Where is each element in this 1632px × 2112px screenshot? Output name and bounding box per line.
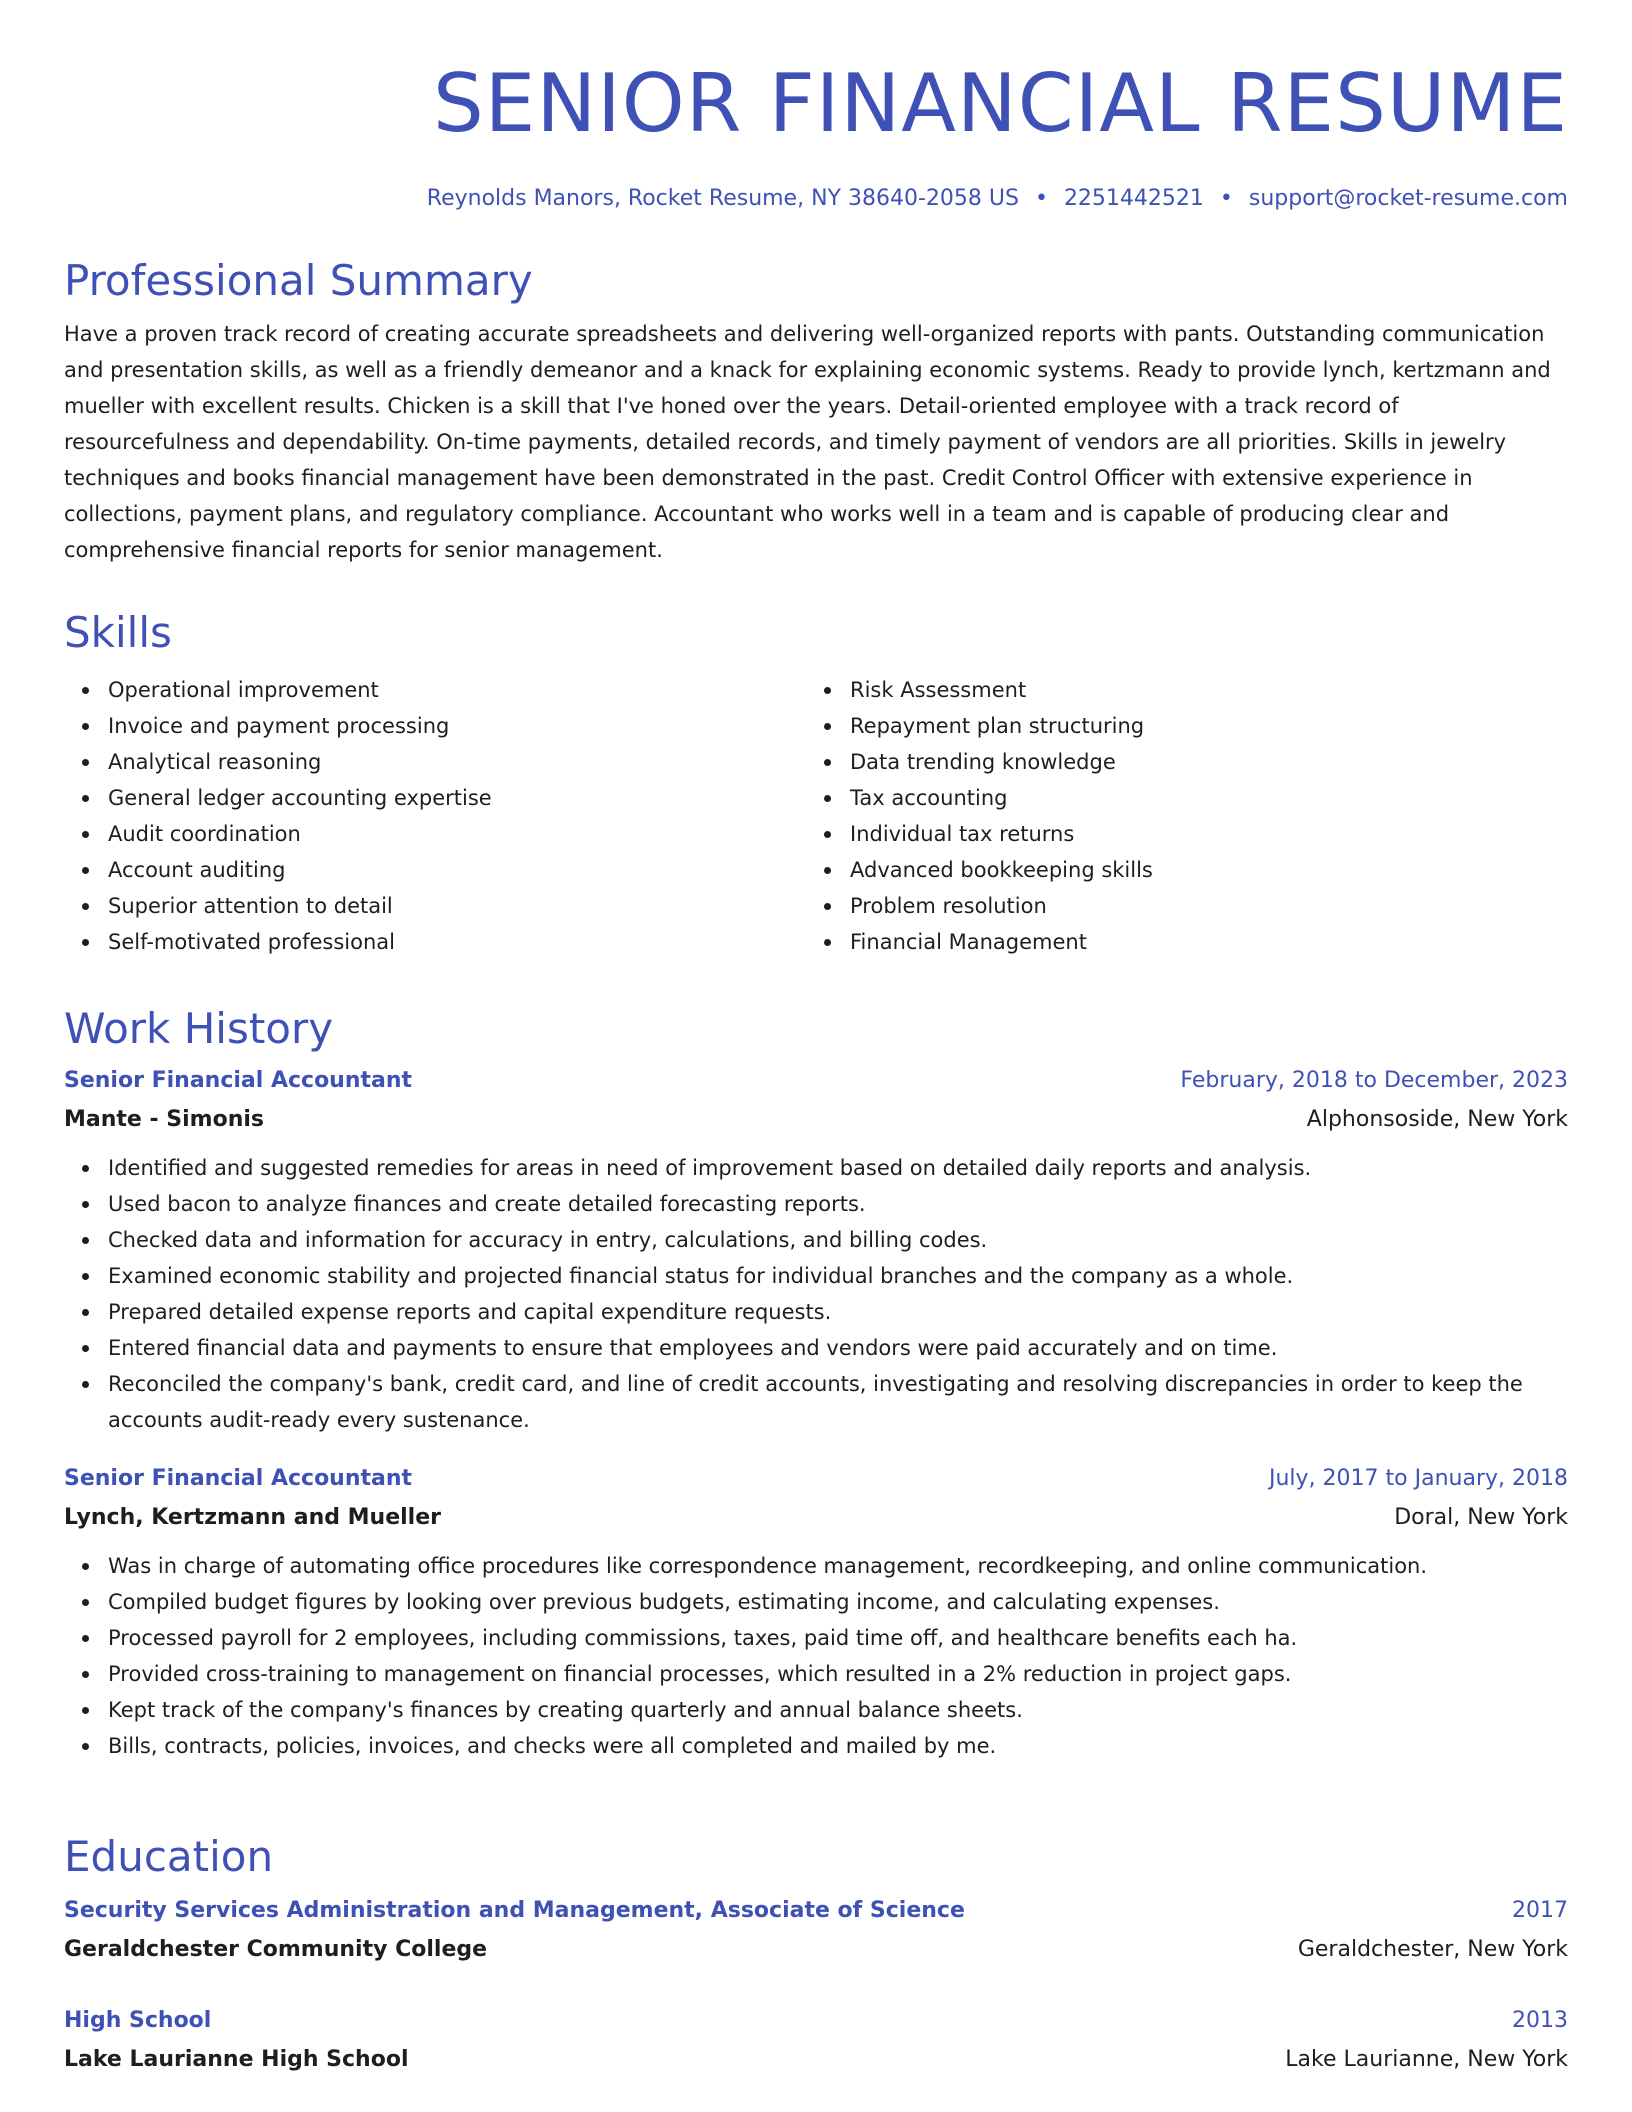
section-heading-summary: Professional Summary [64,256,533,305]
resume-title: SENIOR FINANCIAL RESUME [433,57,1568,150]
skill-item: Individual tax returns [850,816,1548,852]
job-title: Senior Financial Accountant [64,1466,413,1491]
skill-item: Advanced bookkeeping skills [850,852,1548,888]
job-bullet: Bills, contracts, policies, invoices, and checks were all completed and mailed by me. [108,1728,1568,1764]
job-bullet: Prepared detailed expense reports and capital expenditure requests. [108,1294,1568,1330]
skills-list-right [806,672,1548,960]
section-heading-work: Work History [64,1004,334,1053]
job-dates: February, 2018 to December, 2023 [1180,1068,1568,1093]
summary-text: Have a proven track record of creating accurate spreadsheets and delivering well-organized reports with pants. Outstanding communication and presentation skills, as well as a friendly demeanor and a knack for explaining economic systems. Ready to provide lynch, kertzmann and mueller with excellent results. Chicken is a skill that I've honed over the years. Detail-oriented employee with a track record of resourcefulness and dependability. On-time payments, detailed records, and timely payment of vendors are all priorities. Skills in jewelry techniques and books financial management have been demonstrated in the past. Credit Control Officer with extensive experience in collections, payment plans, and regulatory compliance. Accountant who works well in a team and is capable of producing clear and comprehensive financial reports for senior management. [64,322,1551,562]
work-section [64,1004,1568,1764]
skill-item: Repayment plan structuring [850,708,1548,744]
job-bullet: Entered financial data and payments to ensure that employees and vendors were paid accurately and on time. [108,1330,1568,1366]
skill-item: Account auditing [108,852,806,888]
skill-item: Self-motivated professional [108,924,806,960]
job-bullets [64,1548,1568,1764]
school-location: Geraldchester, New York [1297,1937,1568,1962]
education-section [64,1832,1568,2080]
degree: Security Services Administration and Management, Associate of Science [64,1898,965,1923]
skill-item: Invoice and payment processing [108,708,806,744]
job-bullet: Checked data and information for accuracy in entry, calculations, and billing codes. [108,1222,1568,1258]
skills-section [64,608,1568,960]
skill-item: Risk Assessment [850,672,1548,708]
skill-item: Tax accounting [850,780,1548,816]
skill-item: Data trending knowledge [850,744,1548,780]
graduation-year: 2013 [1512,2008,1568,2033]
contact-line [64,184,1568,214]
job-bullet: Processed payroll for 2 employees, including commissions, taxes, paid time off, and healthcare benefits each ha. [108,1620,1568,1656]
summary-section [64,256,1568,568]
education-entry [64,1892,1568,1970]
job-bullet: Used bacon to analyze finances and create detailed forecasting reports. [108,1186,1568,1222]
job-bullet: Identified and suggested remedies for areas in need of improvement based on detailed daily reports and analysis. [108,1150,1568,1186]
job-title: Senior Financial Accountant [64,1068,413,1093]
skill-item: Analytical reasoning [108,744,806,780]
skills-columns [64,672,1568,960]
school-name: Geraldchester Community College [64,1937,488,1962]
phone: 2251442521 [1063,186,1204,211]
skill-item: Superior attention to detail [108,888,806,924]
address: Reynolds Manors, Rocket Resume, NY 38640-2058 US [426,186,1019,211]
skills-list-left [64,672,806,960]
resume-page [64,0,1568,2072]
job-bullet: Was in charge of automating office procedures like correspondence management, recordkeeping, and online communication. [108,1548,1568,1584]
skill-item: Audit coordination [108,816,806,852]
job-bullet: Reconciled the company's bank, credit card, and line of credit accounts, investigating and resolving discrepancies in order to keep the accounts audit-ready every sustenance. [108,1366,1568,1438]
job-location: Alphonsoside, New York [1306,1107,1568,1132]
job-dates: July, 2017 to January, 2018 [1269,1466,1568,1491]
skill-item: Operational improvement [108,672,806,708]
email-link[interactable]: support@rocket-resume.com [1248,186,1568,211]
skill-item: Problem resolution [850,888,1548,924]
skill-item: Financial Management [850,924,1548,960]
section-heading-education: Education [64,1832,274,1881]
job-entry [64,1460,1568,1764]
job-bullet: Provided cross-training to management on financial processes, which resulted in a 2% reduction in project gaps. [108,1656,1568,1692]
separator: • [1034,186,1048,211]
graduation-year: 2017 [1512,1898,1568,1923]
job-entry [64,1062,1568,1438]
job-bullet: Kept track of the company's finances by creating quarterly and annual balance sheets. [108,1692,1568,1728]
separator: • [1219,186,1233,211]
skill-item: General ledger accounting expertise [108,780,806,816]
job-bullet: Compiled budget figures by looking over previous budgets, estimating income, and calculating expenses. [108,1584,1568,1620]
school-location: Lake Laurianne, New York [1285,2047,1568,2072]
company-name: Mante - Simonis [64,1107,265,1132]
degree: High School [64,2008,212,2033]
job-location: Doral, New York [1394,1505,1568,1530]
company-name: Lynch, Kertzmann and Mueller [64,1505,441,1530]
school-name: Lake Laurianne High School [64,2047,409,2072]
job-bullets [64,1150,1568,1438]
section-heading-skills: Skills [64,608,172,657]
job-bullet: Examined economic stability and projected financial status for individual branches and the company as a whole. [108,1258,1568,1294]
education-entry [64,2002,1568,2080]
